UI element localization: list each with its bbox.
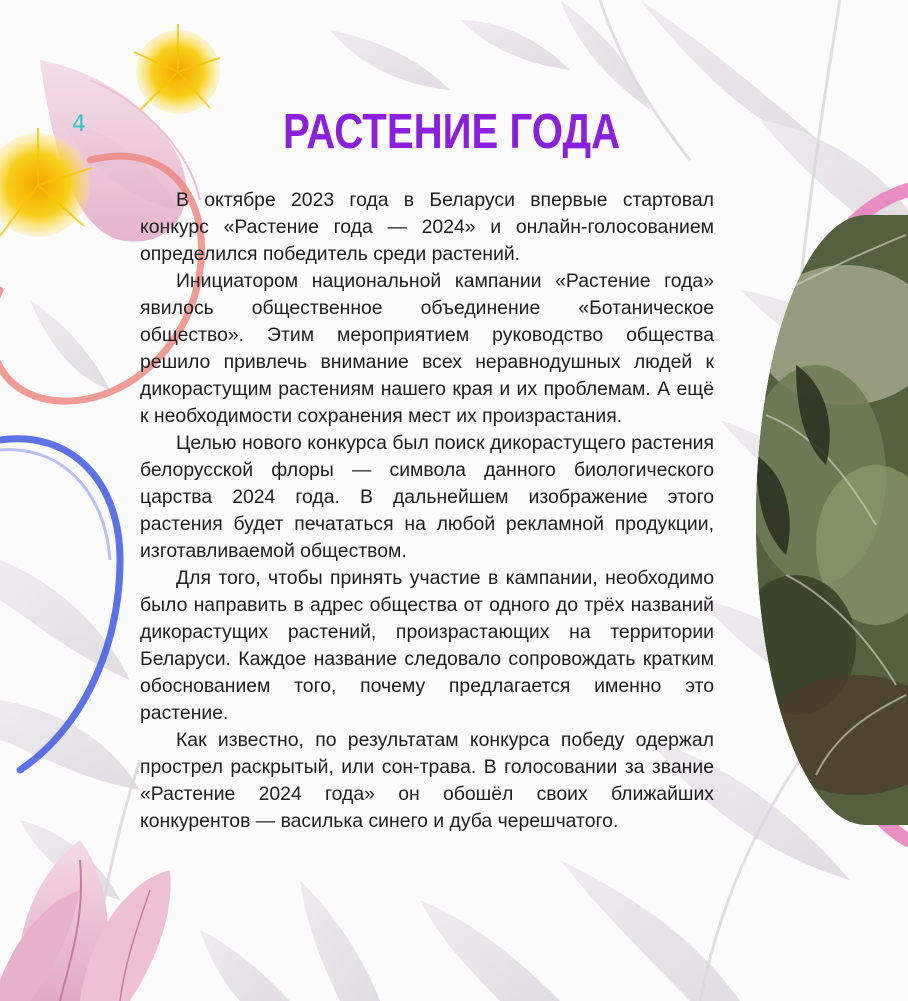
paragraph-5: Как известно, по результатам конкурса победу одержал прострел раскрытый, или сон-трава. В голосовании за звание «Растение 2024 года» он обошёл своих ближайших конкурентов — василька синего и дуба черешчатого. [140, 729, 714, 832]
paragraph-4: Для того, чтобы принять участие в кампании, необходимо было направить в адрес общества от одного до трёх названий дикорастущих растений, произрастающих на территории Беларуси. Каждое название следовало сопровождать кратким обоснованием того, почему предлагается именно это растение. [140, 567, 714, 724]
page-number: 4 [72, 112, 86, 137]
article-body [140, 187, 714, 835]
paragraph-2: Инициатором национальной кампании «Растение года» явилось общественное объединение «Ботаническое общество». Этим мероприятием руководство общества решило привлечь внимание всех неравнодушных людей к дикорастущим растениям нашего края и их проблемам. А ещё к необходимости сохранения мест их произрастания. [140, 270, 714, 427]
pink-crocus-bottom [0, 840, 171, 1001]
paragraph-1: В октябре 2023 года в Беларуси впервые стартовал конкурс «Растение года — 2024» и онлайн-голосованием определился победитель среди растений. [140, 189, 714, 265]
page-title: РАСТЕНИЕ ГОДА [283, 105, 621, 159]
paragraph-3: Целью нового конкурса был поиск дикорастущего растения белорусской флоры — символа данного биологического царства 2024 года. В дальнейшем изображение этого растения будет печататься на любой рекламной продукции, изготавливаемой обществом. [140, 432, 714, 562]
